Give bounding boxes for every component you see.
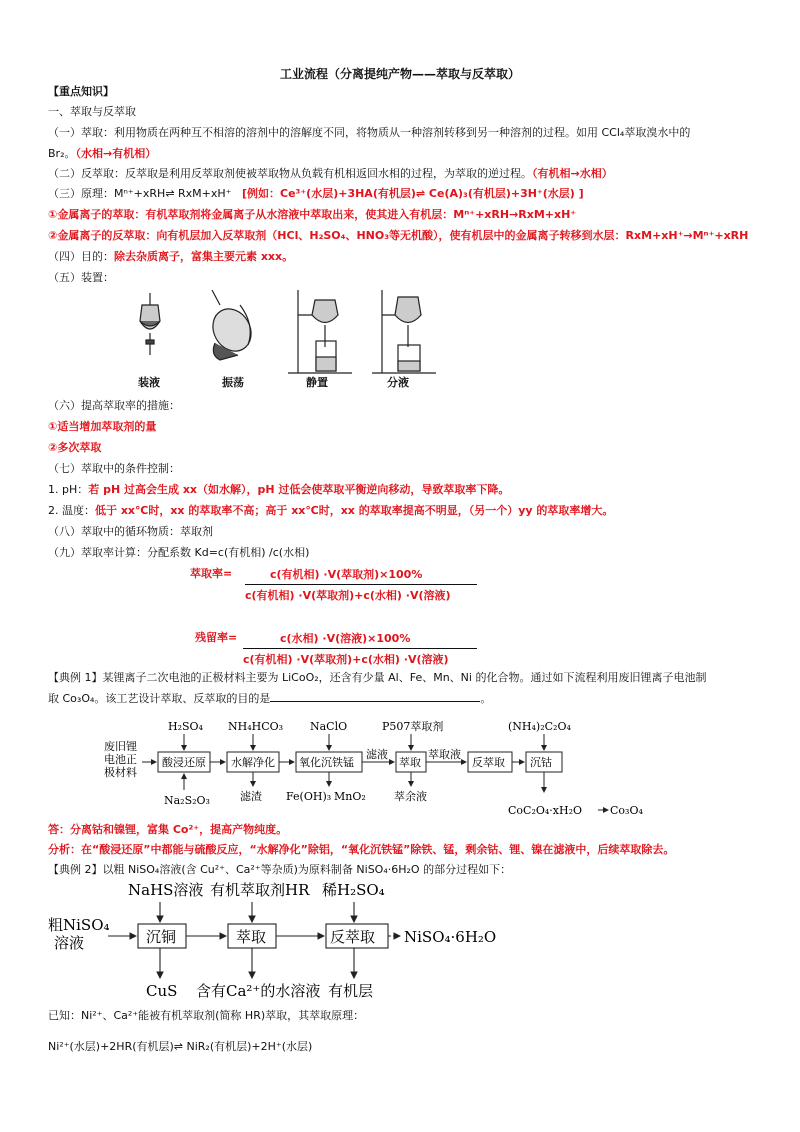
- improve-heading: （六）提高萃取率的措施：: [48, 399, 180, 412]
- apparatus-label: 静置: [306, 376, 328, 389]
- section-heading: 【重点知识】: [48, 85, 114, 98]
- answer-blank[interactable]: [270, 690, 480, 702]
- flowchart-2: [44, 878, 544, 1002]
- flow2-box-label: 反萃取: [330, 928, 376, 946]
- flow1-product: CoC₂O₄·xH₂O: [508, 804, 583, 817]
- flow1-box-label: 酸浸还原: [162, 756, 206, 769]
- apparatus-label: 装液: [138, 376, 160, 389]
- flow2-box-label: 萃取: [236, 928, 267, 946]
- br2-text: Br₂。: [48, 147, 76, 160]
- principle-example: [例如：Ce³⁺(水层)+3HA(有机层)⇌ Ce(A)₃(有机层)+3H⁺(水层) ]: [241, 187, 584, 200]
- formula-2-label: 残留率=: [195, 631, 238, 644]
- calc-line: （九）萃取率计算：分配系数 Kd=c(有机相) /c(水相): [48, 546, 310, 559]
- purpose-label: （四）目的：: [48, 250, 114, 263]
- temperature-condition: [48, 503, 613, 519]
- flow2-byproduct: 有机层: [328, 982, 374, 1000]
- flow1-box-label: 沉钴: [530, 756, 552, 769]
- standing-icon: [288, 290, 352, 373]
- temp-label: 2. 温度：: [48, 504, 95, 517]
- ph-text: 若 pH 过高会生成 xx（如水解），pH 过低会使萃取平衡逆向移动，导致萃取率下降。: [88, 483, 510, 496]
- flow2-feed: 粗NiSO₄: [48, 916, 110, 934]
- flow1-reagent: NH₄HCO₃: [228, 720, 284, 733]
- extraction-definition-cont: [48, 146, 156, 162]
- flowchart-1: [100, 712, 660, 824]
- temp-text: 低于 xx℃时，xx 的萃取率不高；高于 xx℃时，xx 的萃取率提高不明显，（另一个）yy 的萃取率增大。: [95, 504, 614, 517]
- shaking-icon: [205, 290, 258, 360]
- improve-item-1: ①适当增加萃取剂的量: [48, 420, 157, 433]
- principle-text: （三）原理：Mⁿ⁺+xRH⇌ RxM+xH⁺: [48, 187, 232, 200]
- flow2-feed: 溶液: [54, 934, 85, 952]
- equilibrium-equation: Ni²⁺(水层)+2HR(有机层)⇌ NiR₂(有机层)+2H⁺(水层): [48, 1040, 313, 1053]
- apparatus-label: 分液: [387, 376, 409, 389]
- formula-1-label: 萃取率=: [190, 567, 233, 580]
- answer-1: 答：分离钴和镍锂，富集 Co²⁺，提高产物纯度。: [48, 823, 288, 836]
- flow1-box-label: 反萃取: [472, 756, 505, 769]
- formula-2-bar: [243, 648, 477, 649]
- recycle-line: （八）萃取中的循环物质：萃取剂: [48, 525, 213, 538]
- known-line: 已知：Ni²⁺、Ca²⁺能被有机萃取剂(简称 HR)萃取，其萃取原理：: [48, 1009, 365, 1022]
- improve-item-2: ②多次萃取: [48, 441, 102, 454]
- principle-line: [48, 186, 584, 202]
- back-direction-note: （有机相→水相）: [532, 167, 613, 180]
- flow1-input-bottom: Na₂S₂O₃: [164, 794, 210, 807]
- flow1-box-label: 萃取: [399, 756, 421, 769]
- example-1-question: [48, 690, 491, 707]
- example-1-text: 【典例 1】某锂离子二次电池的正极材料主要为 LiCoO₂，还含有少量 Al、Fe、Mn、Ni 的化合物。通过如下流程利用废旧锂离子电池制: [48, 671, 707, 684]
- conditions-heading: （七）萃取中的条件控制：: [48, 462, 180, 475]
- flow1-reagent: NaClO: [310, 720, 348, 733]
- formula-1-bar: [245, 584, 477, 585]
- extraction-definition: （一）萃取：利用物质在两种互不相溶的溶剂中的溶解度不同，将物质从一种溶剂转移到另一种溶剂的过程。如用 CCl₄萃取溴水中的: [48, 126, 691, 139]
- example-1-period: 。: [480, 692, 492, 705]
- flow1-stream-label: 萃取液: [428, 748, 461, 761]
- formula-2-denominator: c(有机相) ·V(萃取剂)+c(水相) ·V(溶液): [243, 653, 449, 666]
- flow1-stream-label: 滤液: [366, 748, 388, 761]
- flow1-byproduct: MnO₂: [334, 790, 366, 803]
- flow1-reagent: H₂SO₄: [168, 720, 203, 733]
- flow1-feed-label: 电池正: [104, 753, 137, 766]
- formula-1-numerator: c(有机相) ·V(萃取剂)×100%: [270, 568, 423, 581]
- flow1-box-label: 水解净化: [231, 756, 275, 769]
- flow1-reagent: (NH₄)₂C₂O₄: [508, 720, 571, 733]
- flow1-final-product: Co₃O₄: [610, 804, 643, 817]
- flow1-box-label: 氧化沉铁锰: [299, 756, 354, 769]
- separating-icon: [372, 290, 436, 373]
- example-1-question-text: 取 Co₃O₄。该工艺设计萃取、反萃取的目的是: [48, 692, 271, 705]
- subheading-extraction: 一、萃取与反萃取: [48, 105, 136, 118]
- formula-2-numerator: c(水相) ·V(溶液)×100%: [280, 632, 411, 645]
- back-extraction-text: （二）反萃取：反萃取是利用反萃取剂使被萃取物从负载有机相返回水相的过程，为萃取的逆过程。: [48, 167, 532, 180]
- ph-condition: [48, 482, 509, 498]
- flow2-product: NiSO₄·6H₂O: [404, 928, 497, 946]
- formula-1-denominator: c(有机相) ·V(萃取剂)+c(水相) ·V(溶液): [245, 589, 451, 602]
- flow2-reagent: 稀H₂SO₄: [322, 881, 385, 899]
- flow2-byproduct: CuS: [146, 982, 178, 1000]
- apparatus-heading: （五）装置：: [48, 271, 114, 284]
- flow2-reagent: 有机萃取剂HR: [210, 881, 310, 899]
- flow1-reagent: P507萃取剂: [382, 720, 444, 733]
- flow1-byproduct: 萃余液: [394, 790, 427, 803]
- flow1-feed-label: 极材料: [104, 766, 137, 779]
- flow1-byproduct: Fe(OH)₃: [286, 790, 332, 803]
- direction-note: （水相→有机相）: [75, 147, 157, 160]
- flow2-box-label: 沉铜: [146, 928, 177, 946]
- page-title: 工业流程（分离提纯产物——萃取与反萃取）: [279, 67, 520, 81]
- metal-extraction: ①金属离子的萃取：有机萃取剂将金属离子从水溶液中萃取出来，使其进入有机层：Mⁿ⁺+xRH→RxM+xH⁺: [48, 208, 577, 221]
- example-2-text: 【典例 2】以粗 NiSO₄溶液(含 Cu²⁺、Ca²⁺等杂质)为原料制备 NiSO₄·6H₂O 的部分过程如下：: [48, 863, 512, 876]
- flow1-byproduct: 滤渣: [240, 790, 262, 803]
- apparatus-label: 振荡: [222, 376, 244, 389]
- flow1-feed-label: 废旧锂: [104, 740, 137, 753]
- funnel-filling-icon: [140, 293, 160, 355]
- flow2-byproduct: 含有Ca²⁺的水溶液: [196, 982, 321, 1000]
- ph-label: 1. pH：: [48, 483, 89, 496]
- purpose-text: 除去杂质离子，富集主要元素 xxx。: [114, 250, 294, 263]
- flow2-reagent: NaHS溶液: [128, 881, 204, 899]
- analysis-1: 分析：在“酸浸还原”中都能与硫酸反应，“水解净化”除铝，“氧化沉铁锰”除铁、锰，剩余钴、锂、镍在滤液中，后续萃取除去。: [48, 843, 675, 856]
- purpose-line: [48, 249, 293, 265]
- back-extraction-definition: [48, 166, 613, 182]
- metal-back-extraction: ②金属离子的反萃取：向有机层加入反萃取剂（HCl、H₂SO₄、HNO₃等无机酸），使有机层中的金属离子转移到水层：RxM+xH⁺→Mⁿ⁺+xRH: [48, 229, 749, 242]
